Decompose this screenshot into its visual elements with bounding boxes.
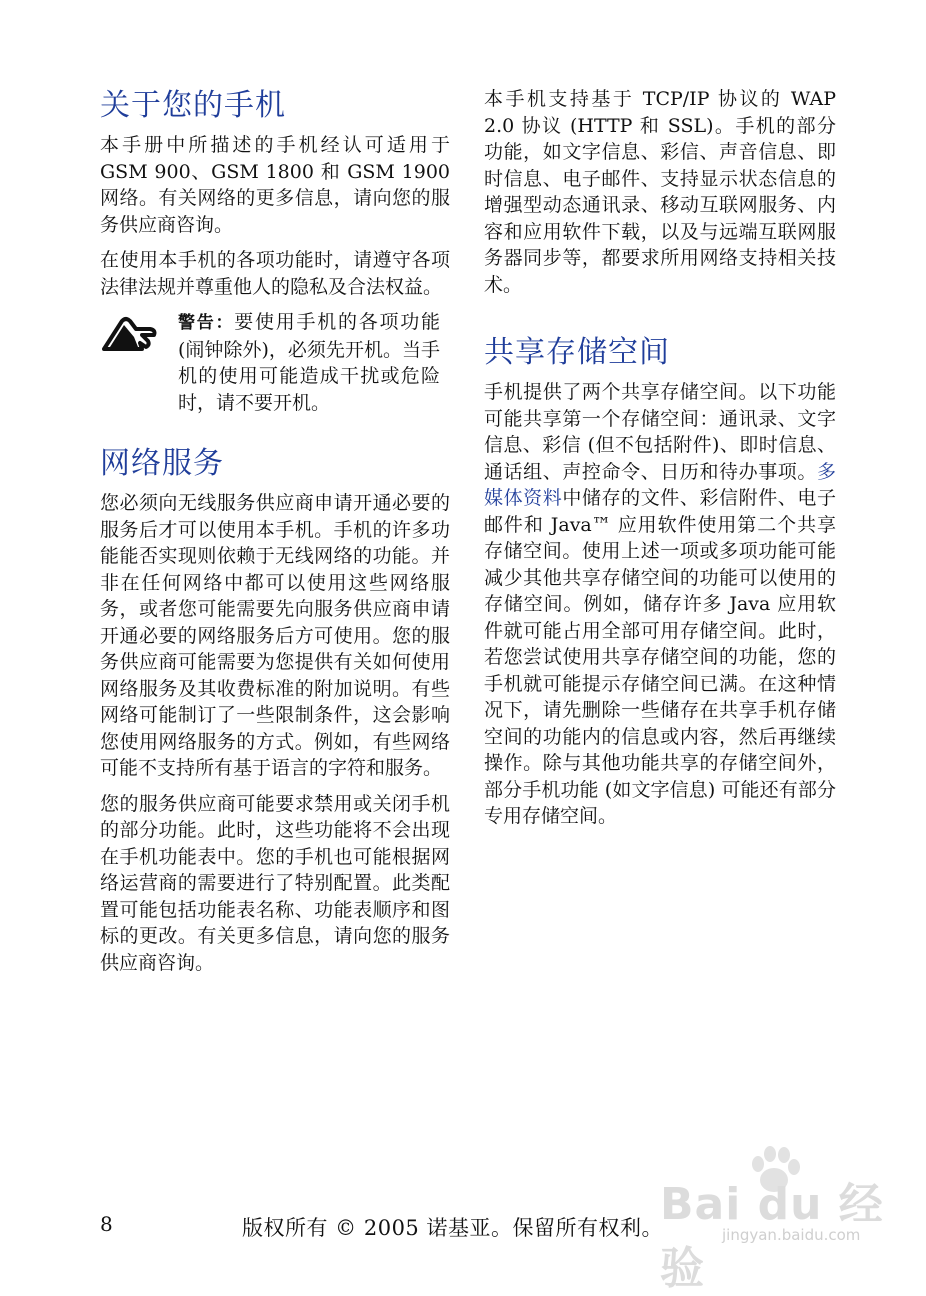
about-paragraph-1: 本手册中所描述的手机经认可适用于 GSM 900、GSM 1800 和 GSM 1900 网络。有关网络的更多信息，请向您的服务供应商咨询。 <box>100 134 450 236</box>
about-paragraph-2: 在使用本手机的各项功能时，请遵守各项法律法规并尊重他人的隐私及合法权益。 <box>100 249 450 298</box>
warning-label: 警告： <box>178 313 235 333</box>
warning-text-block <box>178 309 440 416</box>
copyright-notice: 版权所有 © 2005 诺基亚。保留所有权利。 <box>242 1216 663 1240</box>
warning-text: 要使用手机的各项功能 (闹钟除外)，必须先开机。当手机的使用可能造成干扰或危险时，请不要开机。 <box>178 311 440 414</box>
watermark-brand: Bai du 经验 <box>660 1179 884 1294</box>
baidu-watermark <box>660 1142 900 1294</box>
network-paragraph-2: 您的服务供应商可能要求禁用或关闭手机的部分功能。此时，这些功能将不会出现在手机功能表中。您的手机也可能根据网络运营商的需要进行了特别配置。此类配置可能包括功能表名称、功能表顺序和图标的更改。有关更多信息，请向您的服务供应商咨询。 <box>100 792 450 974</box>
gallery-link[interactable]: 多媒体资料 <box>484 460 836 509</box>
section-title-shared-memory: 共享存储空间 <box>484 335 670 370</box>
warning-hand-icon <box>100 315 160 355</box>
shared-memory-paragraph <box>484 379 836 830</box>
shared-memory-text-1: 手机提供了两个共享存储空间。以下功能可能共享第一个存储空间：通讯录、文字信息、彩信 (但不包括附件)、即时信息、通话组、声控命令、日历和待办事项。 <box>484 381 836 483</box>
right-column <box>484 86 836 839</box>
section-title-about-phone: 关于您的手机 <box>100 88 286 123</box>
left-column <box>100 84 450 985</box>
network-paragraph-1: 您必须向无线服务供应商申请开通必要的服务后才可以使用本手机。手机的许多功能能否实现则依赖于无线网络的功能。并非在任何网络中都可以使用这些网络服务，或者您可能需要先向服务供应商申请开通必要的网络服务后方可使用。您的服务供应商可能需要为您提供有关如何使用网络服务及其收费标准的附加说明。有些网络可能制订了一些限制条件，这会影响您使用网络服务的方式。例如，有些网络可能不支持所有基于语言的字符和服务。 <box>100 492 450 779</box>
page-number: 8 <box>100 1212 113 1236</box>
wap-paragraph: 本手机支持基于 TCP/IP 协议的 WAP 2.0 协议 (HTTP 和 SSL)。手机的部分功能，如文字信息、彩信、声音信息、即时信息、电子邮件、支持显示状态信息的增强型动态通讯录、移动互联网服务、内容和应用软件下载，以及与远端互联网服务器同步等，都要求所用网络支持相关技术。 <box>484 88 836 296</box>
shared-memory-text-2: 中储存的文件、彩信附件、电子邮件和 Java™ 应用软件使用第二个共享存储空间。使用上述一项或多项功能可能减少其他共享存储空间的功能可以使用的存储空间。例如，储存许多 Java 应用软件就可能占用全部可用存储空间。此时，若您尝试使用共享存储空间的功能，您的手机就可能提示存储空间已满。在这种情况下，请先删除一些储存在共享手机存储空间的功能内的信息或内容，然后再继续操作。除与其他功能共享的存储空间外，部分手机功能 (如文字信息) 可能还有部分专用存储空间。 <box>484 487 836 827</box>
watermark-url: jingyan.baidu.com <box>722 1226 861 1244</box>
section-title-network-services: 网络服务 <box>100 446 224 481</box>
warning-block <box>100 309 450 416</box>
